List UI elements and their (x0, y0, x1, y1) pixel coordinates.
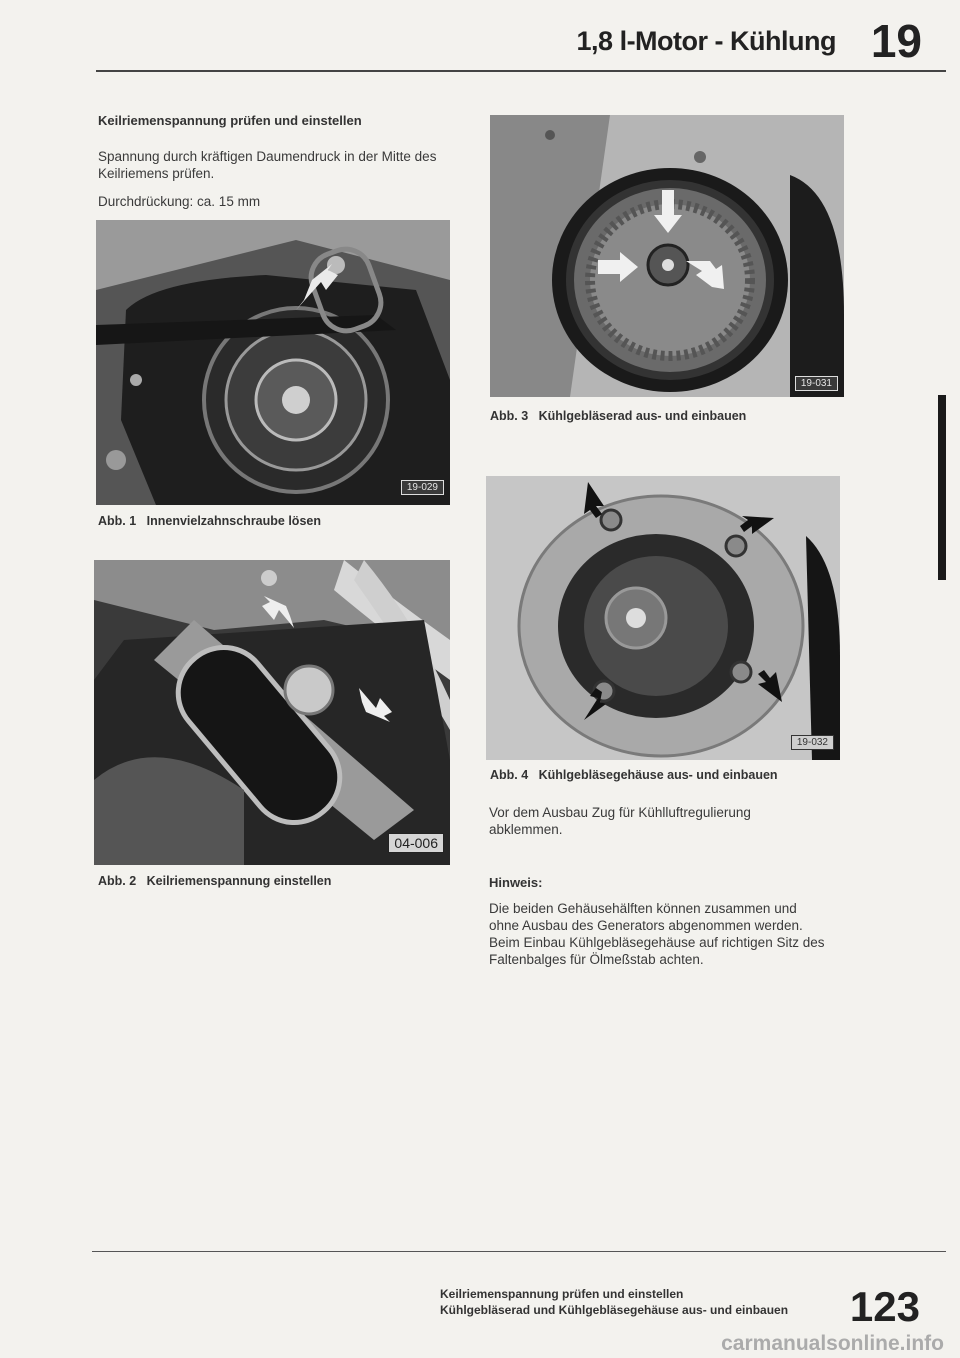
figure-4-caption-number: Abb. 4 (490, 768, 529, 782)
figure-2-code: 04-006 (388, 833, 444, 853)
deflection-spec: Durchdrückung: ca. 15 mm (98, 194, 261, 209)
chapter-edge-marker (938, 395, 946, 580)
hinweis-label: Hinweis: (489, 875, 543, 890)
section-title: Keilriemenspannung prüfen und einstellen (98, 113, 362, 128)
figure-1-photo (96, 220, 450, 505)
watermark: carmanualsonline.info (721, 1332, 944, 1355)
hinweis-text: Die beiden Gehäusehälften können zusammen und ohne Ausbau des Generators abgenommen werden. Beim Einbau Kühlgebläsegehäuse auf richtigen Sitz des Faltenbalges für Ölmeßstab achten. (489, 901, 825, 967)
figure-3-caption-text: Kühlgebläserad aus- und einbauen (538, 409, 747, 423)
page-header-title: 1,8 l-Motor - Kühlung (576, 26, 836, 56)
figure-3-code: 19-031 (795, 376, 838, 391)
instruction-text: Spannung durch kräftigen Daumendruck in der Mitte des Keilriemens prüfen. (98, 149, 437, 181)
figure-1-caption (98, 514, 321, 528)
figure-1-code: 19-029 (401, 480, 444, 495)
figure-2-caption (98, 874, 331, 888)
figure-4-caption (490, 768, 778, 782)
footer-rule (92, 1251, 946, 1252)
cable-note: Vor dem Ausbau Zug für Kühlluftregulierung abklemmen. (489, 805, 751, 837)
figure-1-caption-number: Abb. 1 (98, 514, 137, 528)
figure-4-photo (486, 476, 840, 760)
chapter-number: 19 (870, 15, 922, 67)
header-rule (96, 70, 946, 72)
footer-line-1: Keilriemenspannung prüfen und einstellen (440, 1287, 684, 1301)
figure-1-caption-text: Innenvielzahnschraube lösen (146, 514, 321, 528)
figure-3-caption (490, 409, 746, 423)
figure-3-photo (490, 115, 844, 397)
figure-2-caption-number: Abb. 2 (98, 874, 137, 888)
footer-line-2: Kühlgebläserad und Kühlgebläsegehäuse aus- und einbauen (440, 1303, 789, 1317)
figure-4-caption-text: Kühlgebläsegehäuse aus- und einbauen (538, 768, 778, 782)
figure-4-code: 19-032 (791, 735, 834, 750)
page-number: 123 (849, 1283, 920, 1330)
figure-2-photo (94, 560, 450, 865)
figure-3-caption-number: Abb. 3 (490, 409, 529, 423)
figure-2-caption-text: Keilriemenspannung einstellen (146, 874, 332, 888)
